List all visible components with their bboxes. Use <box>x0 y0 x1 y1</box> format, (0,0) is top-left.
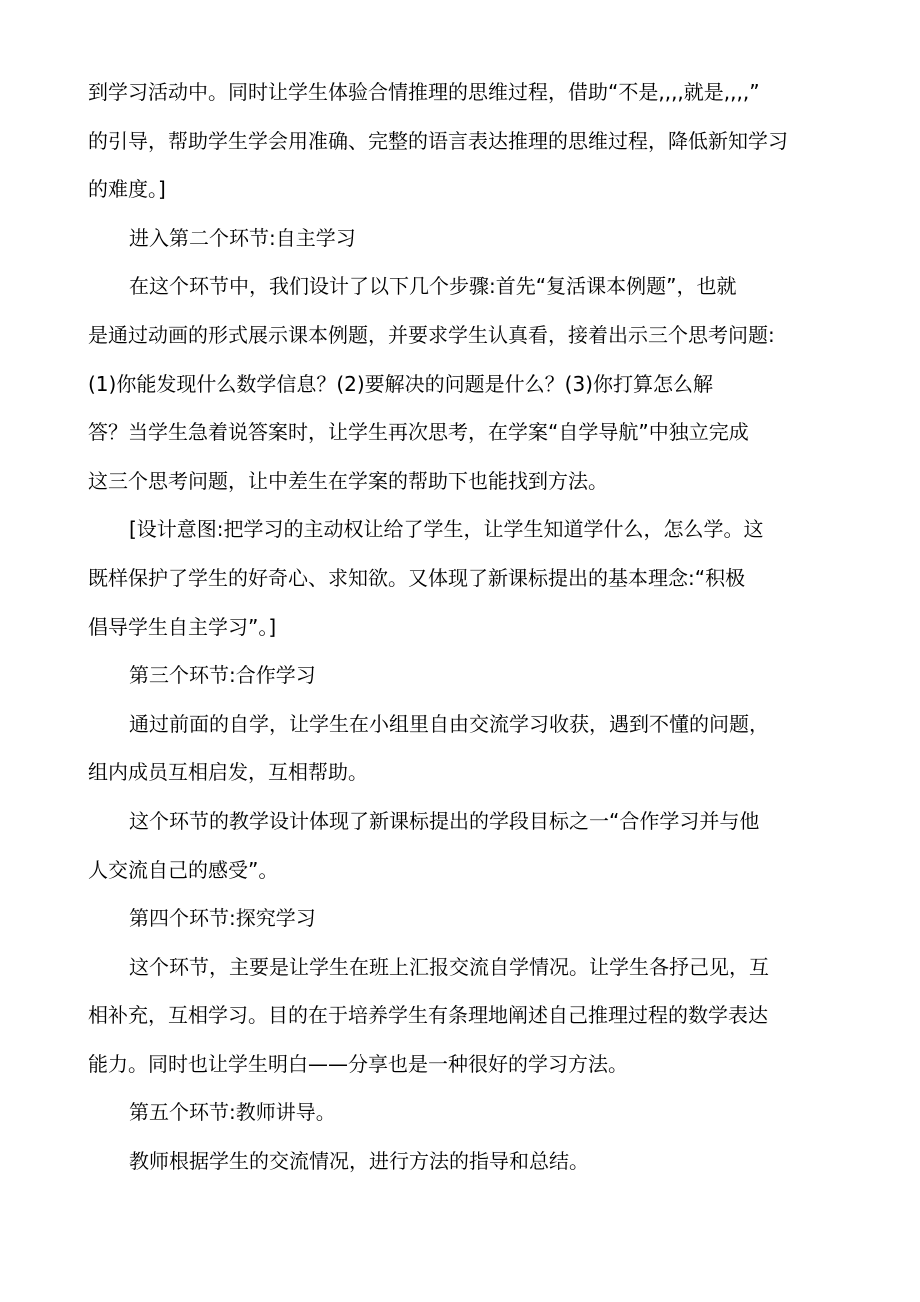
section-heading: 进入第二个环节:自主学习 <box>129 225 356 250</box>
text-line: 通过前面的自学，让学生在小组里自由交流学习收获，遇到不懂的问题， <box>129 711 769 736</box>
text-line: 这三个思考问题，让中差生在学案的帮助下也能找到方法。 <box>88 468 608 493</box>
text-line: 答？当学生急着说答案时，让学生再次思考，在学案“自学导航”中独立完成 <box>88 420 749 445</box>
text-line: 在这个环节中，我们设计了以下几个步骤:首先“复活课本例题”，也就 <box>129 274 737 299</box>
text-line: 既样保护了学生的好奇心、求知欲。又体现了新课标提出的基本理念:“积极 <box>88 565 746 590</box>
text-line: 相补充，互相学习。目的在于培养学生有条理地阐述自己推理过程的数学表达 <box>88 1003 768 1028</box>
section-heading: 第三个环节:合作学习 <box>129 663 316 688</box>
text-line: 能力。同时也让学生明白——分享也是一种很好的学习方法。 <box>88 1051 628 1076</box>
text-line: 这个环节的教学设计体现了新课标提出的学段目标之一“合作学习并与他 <box>129 808 760 833</box>
text-line: 是通过动画的形式展示课本例题，并要求学生认真看，接着出示三个思考问题: <box>88 322 775 347</box>
text-line: 组内成员互相启发，互相帮助。 <box>88 760 368 785</box>
text-line: 到学习活动中。同时让学生体验合情推理的思维过程，借助“不是,,,,就是,,,,” <box>88 80 760 104</box>
text-line: 倡导学生自主学习”。] <box>88 614 277 639</box>
document-page <box>88 72 833 1190</box>
text-line: 的引导，帮助学生学会用准确、完整的语言表达推理的思维过程，降低新知学习 <box>88 128 788 153</box>
section-heading: 第五个环节:教师讲导。 <box>129 1100 336 1125</box>
text-line: [设计意图:把学习的主动权让给了学生，让学生知道学什么，怎么学。这 <box>129 517 764 542</box>
text-line: 这个环节，主要是让学生在班上汇报交流自学情况。让学生各抒己见，互 <box>129 954 769 979</box>
text-line: (1)你能发现什么数学信息？(2)要解决的问题是什么？(3)你打算怎么解 <box>88 371 713 396</box>
text-line: 人交流自己的感受”。 <box>88 857 279 882</box>
text-line: 的难度。] <box>88 177 166 202</box>
text-line: 教师根据学生的交流情况，进行方法的指导和总结。 <box>129 1149 589 1174</box>
section-heading: 第四个环节:探究学习 <box>129 906 316 931</box>
